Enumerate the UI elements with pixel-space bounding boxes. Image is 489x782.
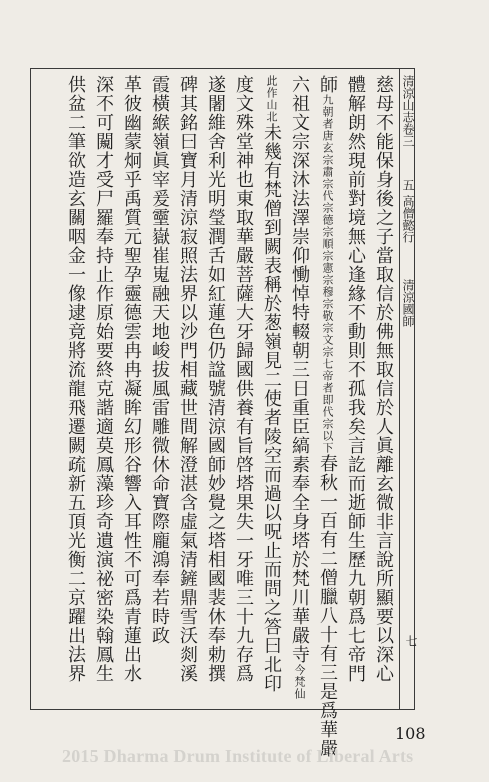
column-5-note: 此作 [265, 75, 278, 99]
watermark: 2015 Dharma Drum Institute of Liberal Arts [62, 746, 414, 766]
page-number: 108 [395, 724, 426, 743]
text-column-3 [315, 75, 339, 758]
text-column-12: 供盆二筆欲造玄關咽金一像逮竟將流龍飛遷闕疏新五頂光衡二京躍出法界 [65, 75, 86, 683]
gutter-subject: 清涼國師 [401, 279, 415, 327]
column-4-note: 今梵仙 [293, 664, 306, 700]
column-3-rest: 春秋一百有二僧臘八十有三是爲華嚴 [317, 454, 338, 758]
column-3-note: 九朝者唐玄宗肅宗代宗德宗順宗憲宗穆宗敬宗文宗七帝者即代宗以下 [321, 94, 334, 454]
text-column-4 [287, 75, 311, 700]
text-column-8: 碑其銘曰寶月清涼寂照法界以沙門相藏世間解澄湛含虛氣清鏟鼎雪沃剡溪 [177, 75, 198, 683]
text-column-9: 霞橫緱嶺眞宰爰𤫊嶽崔嵬融天地峻拔風雷雕微休命寶際龐鴻奉若時政 [149, 75, 170, 645]
text-column-6: 度文殊堂神也東取華嚴菩薩大牙歸國供養有旨啓塔果失一牙唯三十九存爲 [233, 75, 254, 683]
column-5-note-2: 山北 [265, 99, 278, 123]
text-column-2: 體解朗然現前對境無心逢緣不動則不孤我矣言訖而逝師生歷九朝爲七帝門 [345, 75, 366, 683]
column-5-body: 未幾有梵僧到闕表稱於葱嶺見二使者陵空而過以呪止而問之答曰北印 [261, 123, 282, 693]
text-column-5 [259, 75, 283, 693]
gutter-rule [399, 69, 400, 709]
gutter-title: 清涼山志卷三 [401, 75, 415, 147]
gutter-section: 五 高僧懿行 [401, 179, 415, 243]
text-column-1: 慈母不能保身後之子當取信於佛無取信於人眞離玄微非言說所顯要以深心 [373, 75, 394, 683]
text-column-7: 遂闍維舍利光明瑩潤舌如紅蓮色仍諡號清涼國師妙覺之塔相國裴休奉勅撰 [205, 75, 226, 683]
column-4-body: 六祖文宗深沐法澤崇仰慟悼特輟朝三日重臣縞素奉全身塔於梵川華嚴寺 [289, 75, 310, 664]
column-3-lead: 師 [317, 75, 338, 94]
text-column-11: 深不可闚才受尸羅奉持止作原始要終克諧適莫鳳藻珍奇遺演祕密染翰鳳生 [93, 75, 114, 683]
text-column-10: 革彼幽蒙炯乎禹質元聖孕靈德雲冉冉凝眸幻形谷響入耳性不可爲青蓮出水 [121, 75, 142, 683]
leaf-marker: 七 [404, 635, 418, 647]
